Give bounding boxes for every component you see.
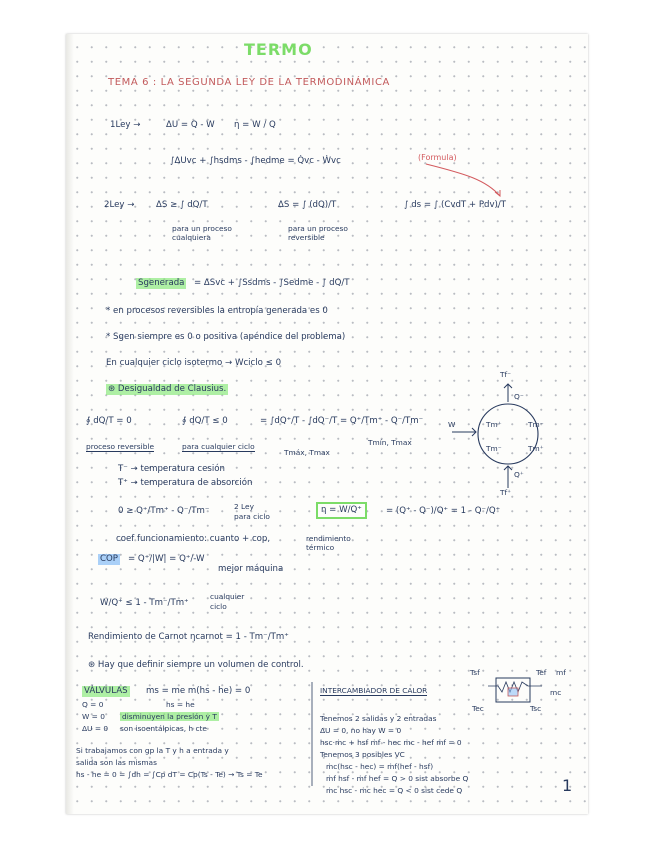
hx-label-tec: Tec xyxy=(472,704,484,713)
valves-mass-balance: ms = me m(hs - he) = 0 xyxy=(146,686,251,696)
hx-line-mass: ṁc(hsc - hec) = ṁf(hef - hsf) xyxy=(326,762,434,771)
first-law-eq3: ∫ΔUvc + ∫hsdms - ∫hedme = Q̇vc - Ẇvc xyxy=(170,156,341,166)
work-arrow-label: W xyxy=(448,420,456,429)
first-law-label: 1Ley → xyxy=(110,120,141,130)
valves-enthalpy-equal: hs = he xyxy=(166,700,195,709)
t-plus-definition: T⁺ → temperatura de absorción xyxy=(118,478,253,488)
efficiency-label: rendimiento térmico xyxy=(306,534,351,552)
clausius-inequality: 0 ≥ Q⁺/Tm⁺ - Q⁻/Tm⁻ xyxy=(118,506,210,516)
valves-heading: VÁLVULAS xyxy=(84,686,128,696)
cop-equation: = Q⁺/|W| = Q⁺/-W xyxy=(128,554,205,564)
sgenerada-note-reversible: * en procesos reversibles la entropía generada es 0 xyxy=(106,306,328,316)
tm-minus-left-label: Tm⁻ xyxy=(486,444,502,453)
clausius-heading: ⊛ Desigualdad de Clausius. xyxy=(108,384,227,394)
hx-label-tsf: Tsf xyxy=(470,668,480,677)
heat-engine-diagram xyxy=(438,368,558,502)
clausius-note-reversible: proceso reversible xyxy=(86,442,154,451)
valves-text-derivation: hs - he = 0 = ∫dh = ∫Cp dT = Cp(Ts - Te) → Ts = Te xyxy=(76,770,263,779)
valves-text-same: salida son las mismas xyxy=(76,758,157,767)
second-law-eq-reversible: ΔS = ∫ (dQ)/T xyxy=(278,200,337,210)
valves-w-zero: W = 0 xyxy=(82,712,105,721)
valves-note-pressure: disminuyen la presión y T xyxy=(122,712,217,721)
hx-line-balance: hsc·ṁc + hsf ṁf - hec ṁc - hef ṁf = 0 xyxy=(320,738,462,747)
tf-plus-label: Tf⁺ xyxy=(500,488,512,497)
q-minus-label: Q⁻ xyxy=(514,392,524,401)
efficiency-inequality: W/Q⁺ ≤ 1 - Tm⁻/Tm⁺ xyxy=(100,598,189,608)
valves-note-isenthalpic: son isoentálpicas, h cte xyxy=(120,724,207,733)
section-divider xyxy=(310,682,314,786)
clausius-ineq-note-law: 2 Ley xyxy=(234,502,254,511)
efficiency-box: η = W/Q⁺ xyxy=(316,502,367,519)
hx-line-absorb: ṁf hsf - ṁf hef = Q > 0 sist absorbe Q xyxy=(326,774,469,783)
isothermal-cycle-note: En cualquier ciclo isotermo → Wciclo ≤ 0 xyxy=(106,358,282,368)
hx-label-tsc: Tsc xyxy=(530,704,542,713)
cop-label: COP xyxy=(100,554,118,564)
sgenerada-label: Sgenerada xyxy=(138,278,185,288)
valves-q-zero: Q = 0 xyxy=(82,700,104,709)
hx-label-mc: mc xyxy=(550,688,562,697)
hx-label-tef: Tef xyxy=(536,668,547,677)
clausius-note-any: para cualquier ciclo xyxy=(182,442,255,451)
tm-plus-label: Tm⁺ xyxy=(486,420,502,429)
tm-plus-right-label: Tm⁺ xyxy=(528,444,544,453)
hx-line-vc: Tenemos 3 posibles VC xyxy=(320,750,405,759)
hx-label-mf: mf xyxy=(556,668,566,677)
control-volume-note: ⊛ Hay que definir siempre un volumen de control. xyxy=(88,660,304,670)
valves-du-zero: ΔU = 0 xyxy=(82,724,109,733)
efficiency-ineq-note-cycle: ciclo xyxy=(210,602,227,611)
formula-arrow xyxy=(396,162,506,198)
q-plus-label: Q⁺ xyxy=(514,470,524,479)
heat-exchanger-heading: INTERCAMBIADOR DE CALOR xyxy=(320,686,428,695)
hx-line-cede: ṁc hsc - ṁc hec = Q < 0 sist cede Q xyxy=(326,786,463,795)
carnot-efficiency: Rendimiento de Carnot ηcarnot = 1 - Tm⁻/Tm⁺ xyxy=(88,632,289,642)
second-law-note-general: para un proceso cualquiera xyxy=(172,224,232,242)
t-minus-definition: T⁻ → temperatura cesión xyxy=(118,464,225,474)
clausius-eq-any: ∮ dQ/T ≤ 0 xyxy=(182,416,228,426)
second-law-note-reversible: para un proceso reversible xyxy=(288,224,348,242)
page-title: TERMO xyxy=(244,40,313,59)
formula-note: (Formula) xyxy=(418,153,457,162)
first-law-eq2: η = W / Q xyxy=(234,120,276,130)
cop-note: mejor máquina xyxy=(218,564,284,574)
cop-heading: coef funcionamiento: cuanto + cop, xyxy=(116,534,271,544)
clausius-eq-expanded: = ∫dQ⁺/T - ∫dQ⁻/T = Q⁺/Tm⁺ - Q⁻/Tm⁻ xyxy=(260,416,424,426)
tf-minus-label: Tf⁻ xyxy=(500,370,512,379)
efficiency-expansion: = (Q⁺ - Q⁻)/Q⁺ = 1 - Q⁻/Q⁺ xyxy=(386,506,501,516)
clausius-eq-reversible: ∮ dQ/T = 0 xyxy=(86,416,132,426)
clausius-ineq-note-cycle: para ciclo xyxy=(234,512,270,521)
efficiency-ineq-note-any: cualquier xyxy=(210,592,245,601)
entropy-ds-eq: ∫ ds = ∫ (CvdT + Pdv)/T xyxy=(404,200,507,210)
sgenerada-eq: = ΔSvc + ∫Ssdms - ∫Sedme - ∫ dQ/T xyxy=(194,278,350,288)
tmax-label: Tmáx, Tmax xyxy=(284,448,330,457)
valves-text-gas: Si trabajamos con gp la T y h a entrada y xyxy=(76,746,229,755)
hx-line-energy: ΔU = 0, no hay W = 0 xyxy=(320,726,402,735)
section-subtitle: TEMA 6 : LA SEGUNDA LEY DE LA TERMODINÁMICA xyxy=(108,77,390,88)
tm-minus-label: Tm⁻ xyxy=(528,420,544,429)
first-law-eq1: ΔU = Q - W xyxy=(166,120,215,130)
sgenerada-note-positive: * Sgen siempre es 0 o positiva (apéndice del problema) xyxy=(106,332,346,342)
page-number: 1 xyxy=(562,776,573,795)
hx-line-inlets: Tenemos 2 salidas y 2 entradas xyxy=(320,714,437,723)
notebook-page xyxy=(66,34,588,814)
second-law-label: 2Ley → xyxy=(104,200,135,210)
tmin-label: Tmín, Tmax xyxy=(368,438,412,447)
second-law-eq-general: ΔS ≥ ∫ dQ/T xyxy=(156,200,208,210)
